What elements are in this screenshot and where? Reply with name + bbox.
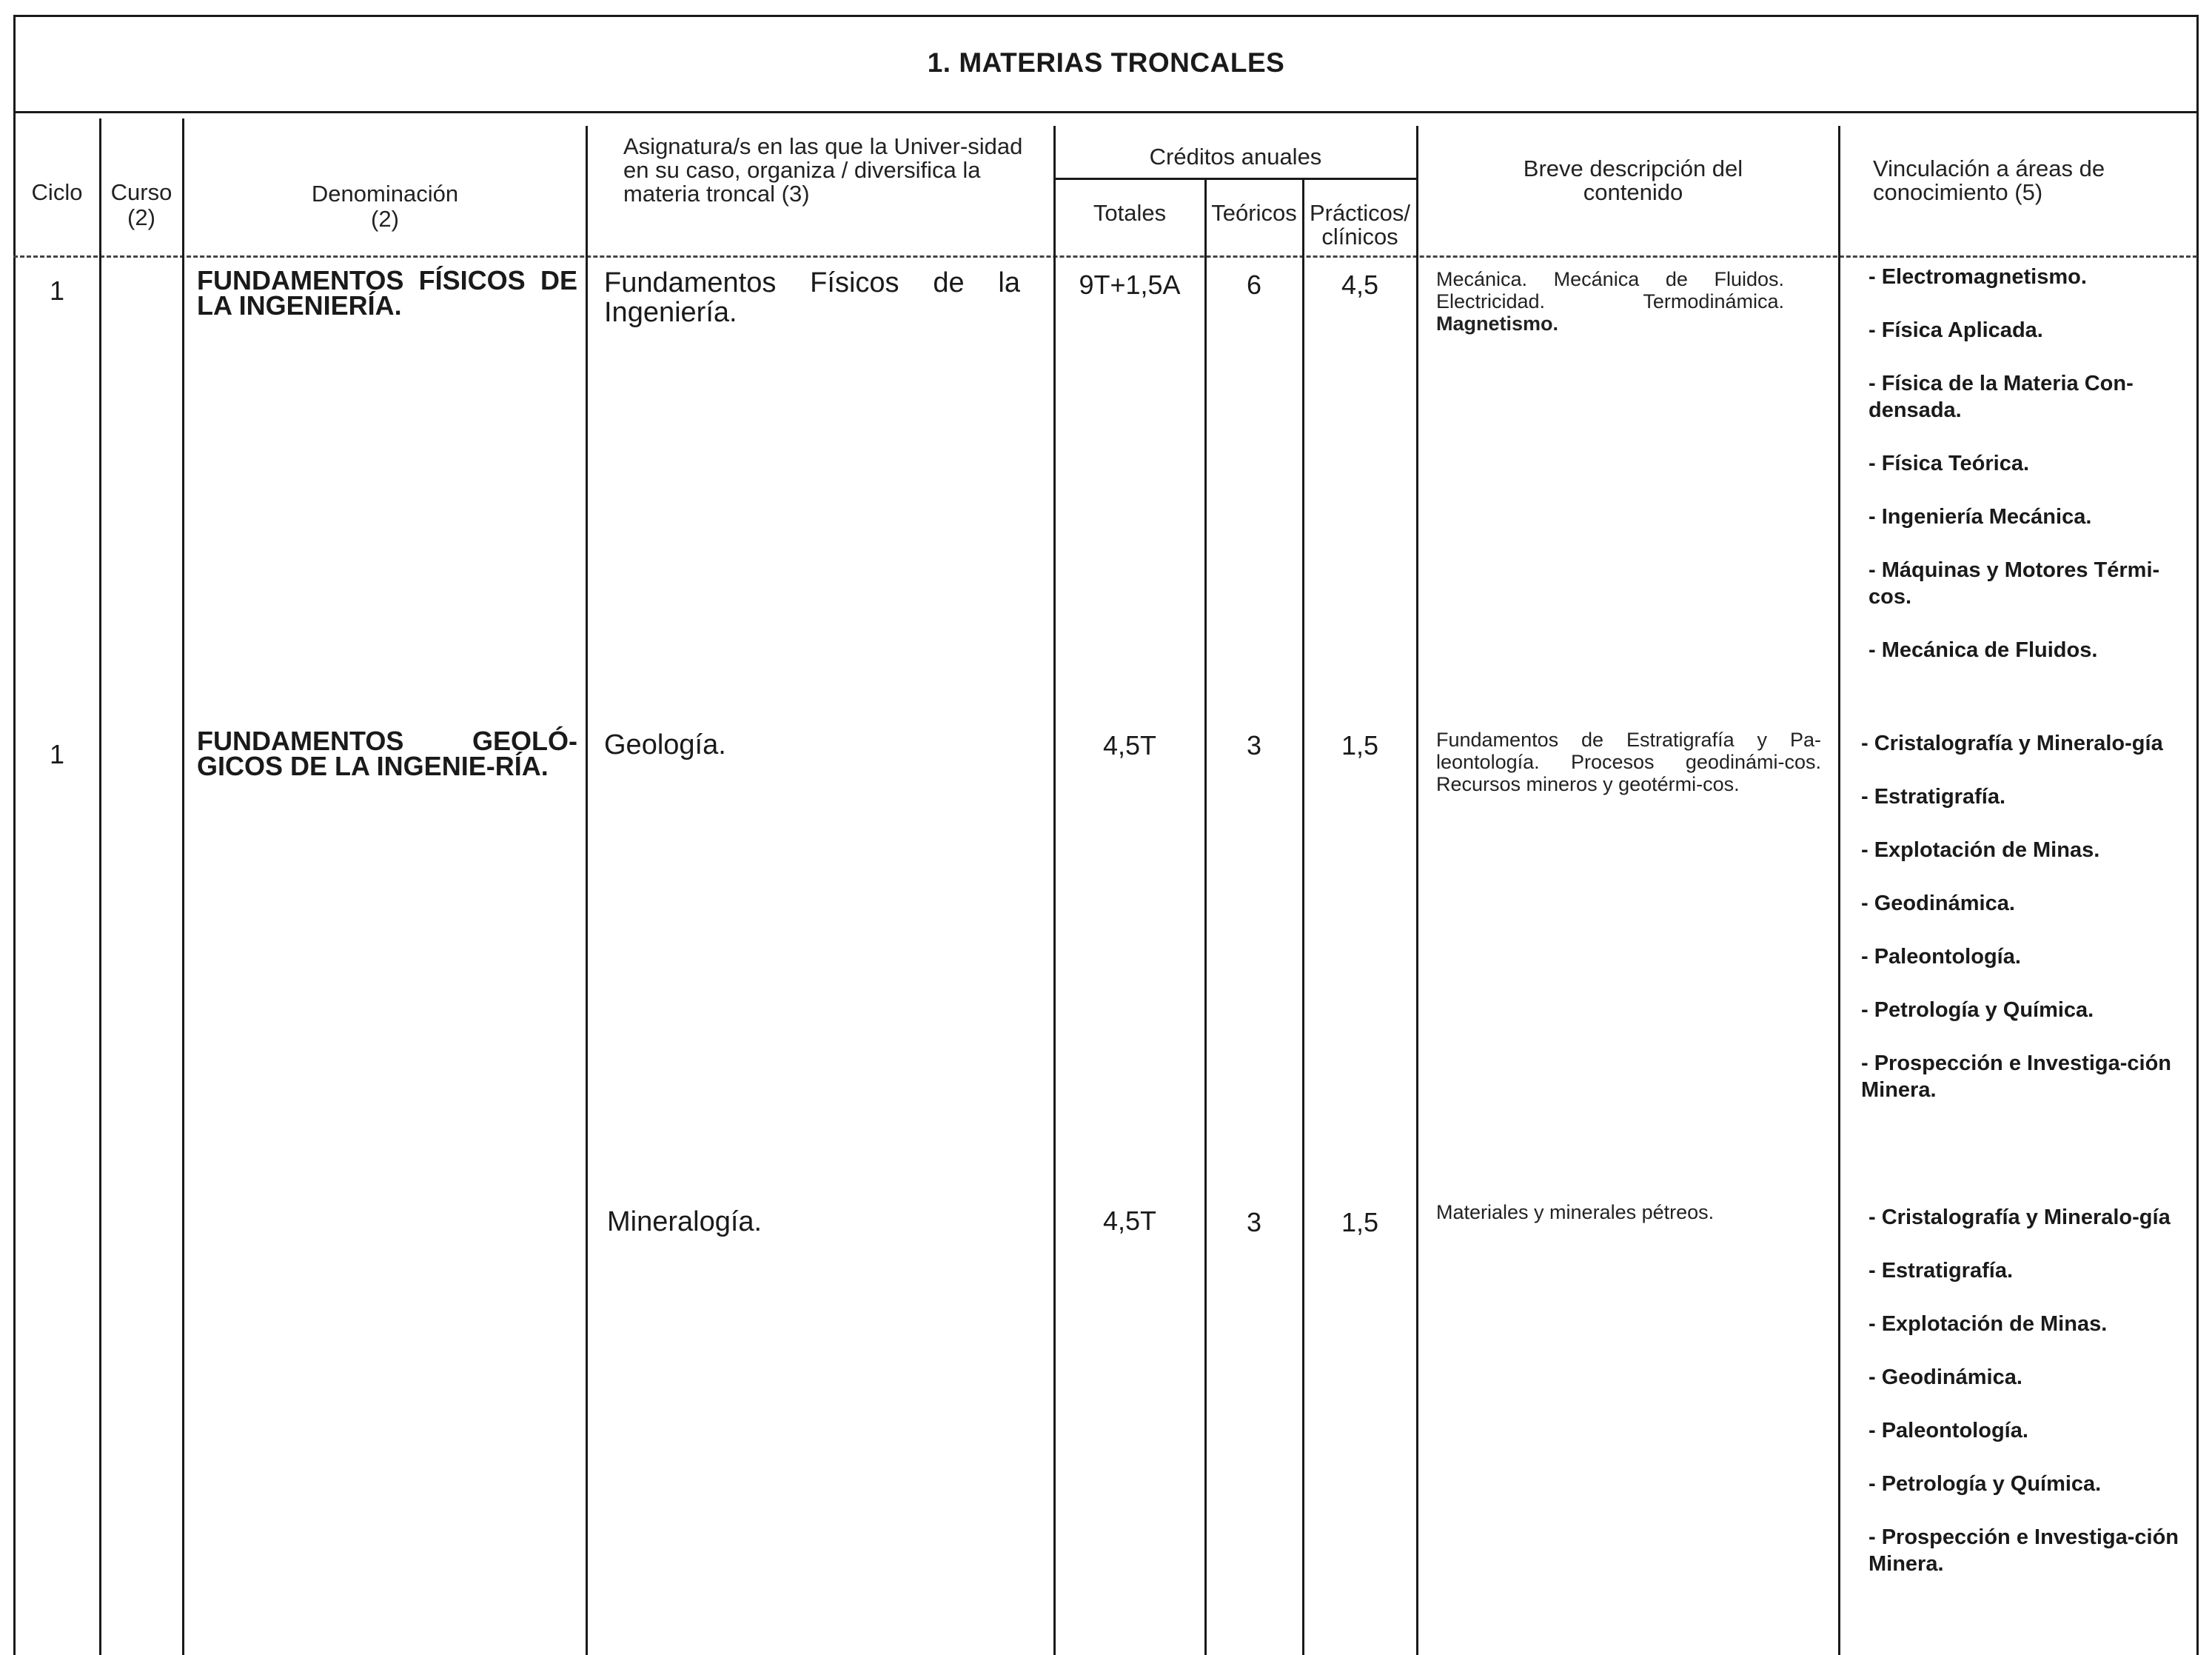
area-item: - Prospección e Investiga-ción Minera. bbox=[1869, 1525, 2179, 1576]
row1-descripcion bbox=[1436, 268, 1784, 335]
col-line-asignatura bbox=[1053, 126, 1056, 1655]
row3-areas bbox=[1869, 1204, 2194, 1577]
row3-teoricos: 3 bbox=[1246, 1207, 1262, 1237]
row3-practicos: 1,5 bbox=[1341, 1207, 1379, 1237]
area-item: - Física Teórica. bbox=[1869, 452, 2030, 475]
row1-descripcion-bold: Magnetismo. bbox=[1436, 312, 1559, 335]
row1-areas bbox=[1869, 264, 2194, 663]
area-item: - Física Aplicada. bbox=[1869, 318, 2043, 342]
top-border bbox=[13, 15, 2199, 17]
row2-ciclo: 1 bbox=[49, 739, 65, 769]
creditos-divider bbox=[1053, 178, 1418, 180]
area-item: - Cristalografía y Mineralo-gía bbox=[1869, 1206, 2171, 1229]
row1-asignatura: Fundamentos Físicos de la Ingeniería. bbox=[604, 267, 1020, 328]
area-item: - Ingeniería Mecánica. bbox=[1869, 505, 2092, 529]
col-line-ciclo bbox=[99, 118, 101, 1655]
area-item: - Estratigrafía. bbox=[1869, 1259, 2013, 1283]
header-vinculacion: Vinculación a áreas de conocimiento (5) bbox=[1873, 156, 2105, 205]
title-divider bbox=[13, 111, 2199, 113]
col-line-creditos bbox=[1416, 126, 1418, 1655]
area-item: - Paleontología. bbox=[1861, 945, 2021, 969]
area-item: - Geodinámica. bbox=[1861, 892, 2015, 915]
row3-descripcion: Materiales y minerales pétreos. bbox=[1436, 1201, 1715, 1223]
header-asignatura: Asignatura/s en las que la Univer-sidad en su caso, organiza / diversifica la materia troncal (3) bbox=[623, 133, 1023, 207]
row1-descripcion-text: Mecánica. Mecánica de Fluidos. Electricidad. Termodinámica. bbox=[1436, 268, 1784, 312]
area-item: - Prospección e Investiga-ción Minera. bbox=[1861, 1051, 2171, 1102]
row2-totales: 4,5T bbox=[1102, 730, 1157, 760]
header-denominacion: Denominación bbox=[311, 181, 459, 207]
col-line-denominacion bbox=[586, 126, 588, 1655]
row3-totales: 4,5T bbox=[1102, 1206, 1157, 1236]
area-item: - Explotación de Minas. bbox=[1869, 1312, 2108, 1336]
header-divider bbox=[13, 255, 2197, 258]
header-ciclo: Ciclo bbox=[31, 179, 83, 205]
area-item: - Petrología y Química. bbox=[1869, 1472, 2102, 1496]
left-border bbox=[13, 15, 16, 1655]
header-curso: Curso bbox=[110, 179, 172, 205]
header-teoricos: Teóricos bbox=[1211, 200, 1297, 226]
header-denominacion-note: (2) bbox=[371, 206, 399, 232]
area-item: - Cristalografía y Mineralo-gía bbox=[1861, 732, 2163, 755]
row2-practicos: 1,5 bbox=[1341, 730, 1379, 760]
document-title: 1. MATERIAS TRONCALES bbox=[927, 47, 1285, 78]
right-border bbox=[2196, 15, 2199, 1655]
row3-asignatura: Mineralogía. bbox=[607, 1206, 763, 1237]
area-item: - Máquinas y Motores Térmi-cos. bbox=[1869, 558, 2160, 609]
header-descripcion: Breve descripción del contenido bbox=[1523, 156, 1743, 205]
row1-practicos: 4,5 bbox=[1341, 270, 1379, 300]
row1-ciclo: 1 bbox=[49, 275, 65, 306]
row1-denominacion: FUNDAMENTOS FÍSICOS DE LA INGENIERÍA. bbox=[197, 265, 577, 321]
area-item: - Paleontología. bbox=[1869, 1419, 2028, 1442]
area-item: - Electromagnetismo. bbox=[1869, 265, 2087, 289]
header-creditos: Créditos anuales bbox=[1149, 144, 1322, 170]
col-line-totales bbox=[1204, 180, 1207, 1655]
area-item: - Geodinámica. bbox=[1869, 1365, 2022, 1389]
area-item: - Petrología y Química. bbox=[1861, 998, 2094, 1022]
col-line-teoricos bbox=[1302, 180, 1304, 1655]
row1-teoricos: 6 bbox=[1246, 270, 1262, 300]
row2-asignatura: Geología. bbox=[604, 729, 726, 760]
header-practicos: Prácticos/ clínicos bbox=[1309, 200, 1411, 250]
row2-denominacion: FUNDAMENTOS GEOLÓ-GICOS DE LA INGENIE-RÍA. bbox=[197, 726, 577, 781]
col-line-curso bbox=[182, 118, 184, 1655]
row2-descripcion: Fundamentos de Estratigrafía y Pa-leontología. Procesos geodinámi-cos. Recursos mineros y geotérmi-cos. bbox=[1436, 729, 1821, 795]
area-item: - Física de la Materia Con-densada. bbox=[1869, 372, 2134, 422]
area-item: - Estratigrafía. bbox=[1861, 785, 2005, 809]
col-line-descripcion bbox=[1838, 126, 1840, 1655]
row2-teoricos: 3 bbox=[1246, 730, 1262, 760]
row2-areas bbox=[1861, 730, 2194, 1103]
header-curso-note: (2) bbox=[127, 204, 155, 230]
area-item: - Mecánica de Fluidos. bbox=[1869, 638, 2098, 662]
area-item: - Explotación de Minas. bbox=[1861, 838, 2100, 862]
row1-totales: 9T+1,5A bbox=[1079, 270, 1181, 300]
header-totales: Totales bbox=[1093, 200, 1167, 226]
